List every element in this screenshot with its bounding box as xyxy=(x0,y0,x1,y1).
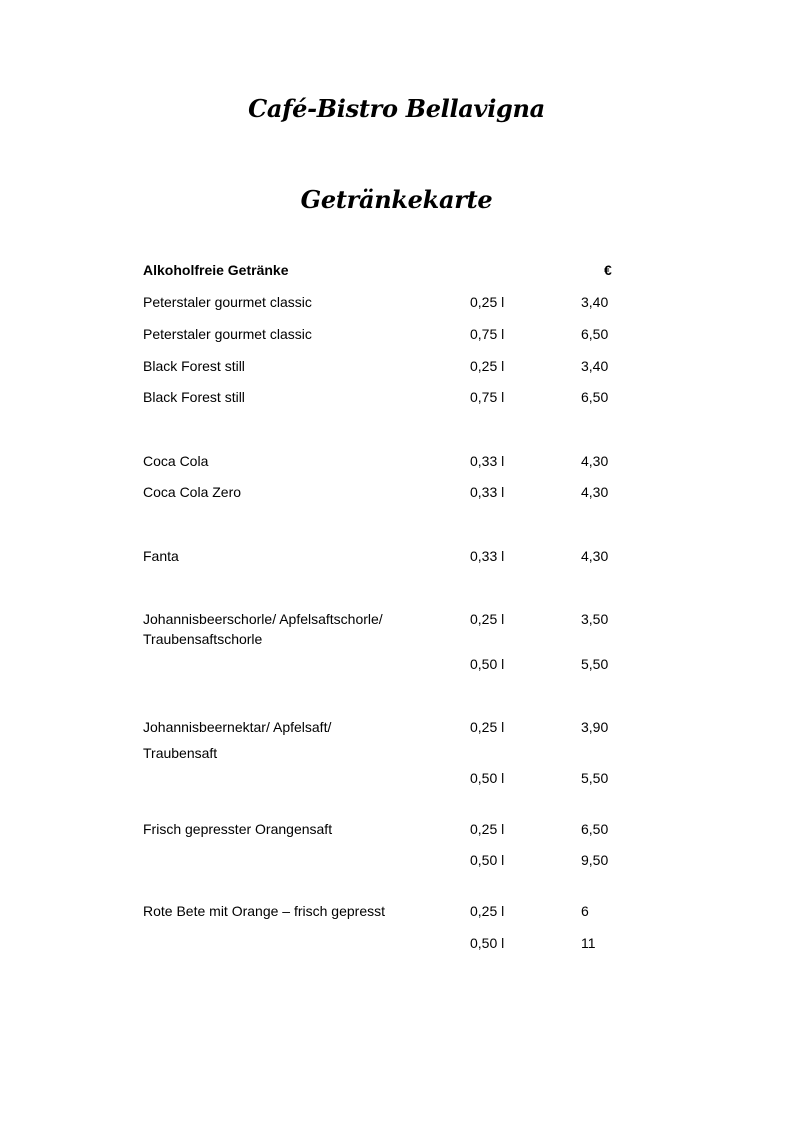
item-price: 4,30 xyxy=(581,453,609,469)
item-volume: 0,50 l xyxy=(470,852,505,868)
item-price: 6 xyxy=(581,903,589,919)
item-name: Frisch gepresster Orangensaft xyxy=(143,821,333,837)
item-name: Black Forest still xyxy=(143,389,245,405)
item-price: 11 xyxy=(581,935,596,951)
item-volume: 0,75 l xyxy=(470,326,505,342)
item-price: 6,50 xyxy=(581,821,609,837)
item-price: 5,50 xyxy=(581,770,609,786)
item-price: 3,40 xyxy=(581,294,609,310)
item-name: Coca Cola xyxy=(143,453,209,469)
item-volume: 0,25 l xyxy=(470,611,505,627)
item-volume: 0,25 l xyxy=(470,294,505,310)
item-volume: 0,50 l xyxy=(470,656,505,672)
item-name: Peterstaler gourmet classic xyxy=(143,326,312,342)
item-price: 3,50 xyxy=(581,611,609,627)
item-name: Black Forest still xyxy=(143,358,245,374)
currency-label: € xyxy=(604,262,612,278)
item-name: Fanta xyxy=(143,548,179,564)
item-volume: 0,25 l xyxy=(470,719,505,735)
item-volume: 0,33 l xyxy=(470,484,505,500)
page-title: Getränkekarte xyxy=(300,185,493,214)
item-name: Johannisbeernektar/ Apfelsaft/ xyxy=(143,719,332,735)
item-name: Traubensaft xyxy=(143,745,218,761)
item-price: 4,30 xyxy=(581,484,609,500)
item-name: Rote Bete mit Orange – frisch gepresst xyxy=(143,903,385,919)
item-volume: 0,75 l xyxy=(470,389,505,405)
item-volume: 0,50 l xyxy=(470,770,505,786)
item-price: 4,30 xyxy=(581,548,609,564)
item-name: Johannisbeerschorle/ Apfelsaftschorle/ xyxy=(143,611,383,627)
item-volume: 0,25 l xyxy=(470,821,505,837)
item-volume: 0,25 l xyxy=(470,903,505,919)
section-heading: Alkoholfreie Getränke xyxy=(143,262,289,278)
item-volume: 0,25 l xyxy=(470,358,505,374)
item-name: Coca Cola Zero xyxy=(143,484,242,500)
item-price: 6,50 xyxy=(581,389,609,405)
item-price: 3,40 xyxy=(581,358,609,374)
item-volume: 0,33 l xyxy=(470,453,505,469)
item-price: 9,50 xyxy=(581,852,609,868)
item-name: Traubensaftschorle xyxy=(143,631,263,647)
item-volume: 0,33 l xyxy=(470,548,505,564)
item-name: Peterstaler gourmet classic xyxy=(143,294,312,310)
item-price: 5,50 xyxy=(581,656,609,672)
restaurant-name: Café-Bistro Bellavigna xyxy=(248,94,545,123)
item-price: 6,50 xyxy=(581,326,609,342)
item-price: 3,90 xyxy=(581,719,609,735)
item-volume: 0,50 l xyxy=(470,935,505,951)
